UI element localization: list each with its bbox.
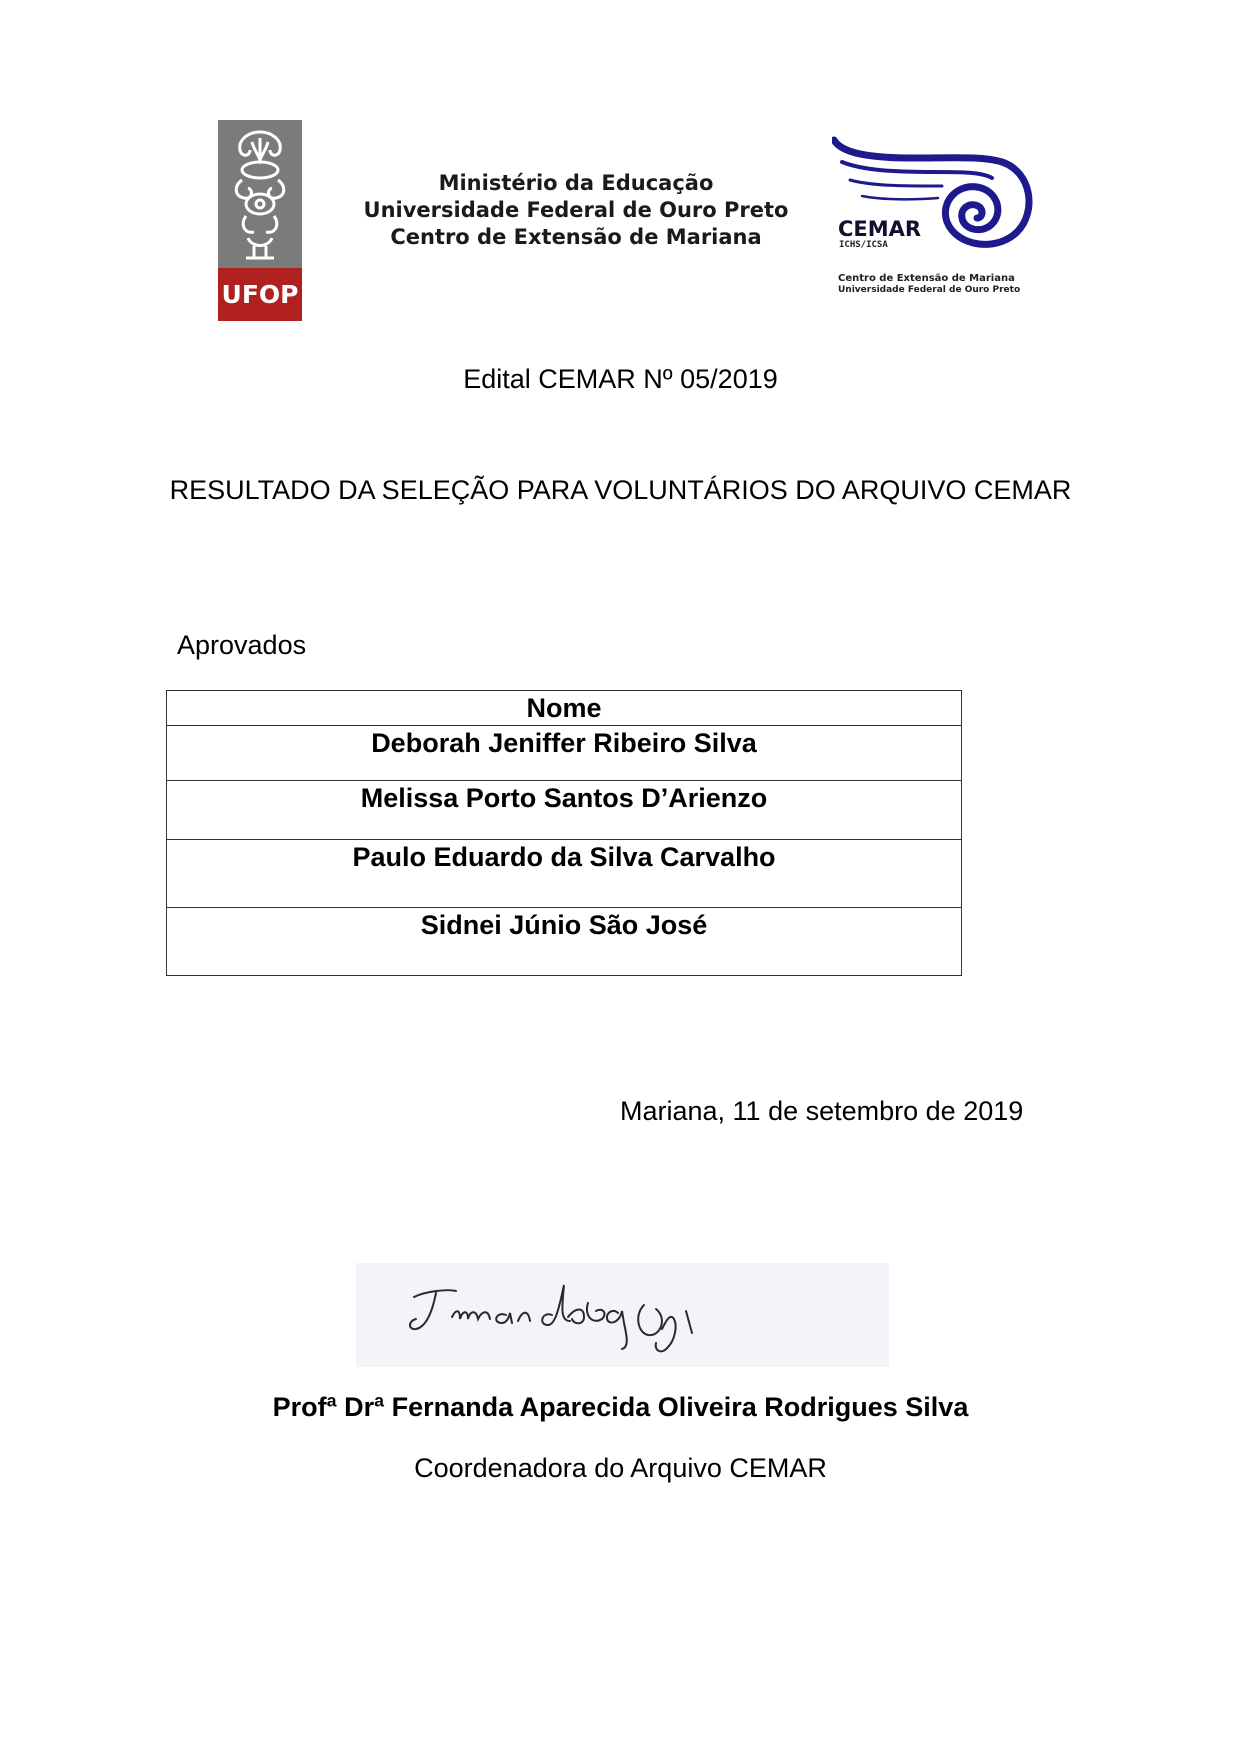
edital-number: Edital CEMAR Nº 05/2019	[463, 364, 778, 394]
date-line: Mariana, 11 de setembro de 2019	[620, 1096, 1024, 1126]
signer-role: Coordenadora do Arquivo CEMAR	[414, 1453, 827, 1483]
table-row	[167, 726, 962, 781]
approved-name: Melissa Porto Santos D’Arienzo	[167, 781, 962, 840]
table-row	[167, 840, 962, 908]
header-center: Centro de Extensão de Mariana	[390, 225, 762, 249]
table-row	[167, 908, 962, 976]
cemar-logo-footer-2: Universidade Federal de Ouro Preto	[838, 285, 1021, 295]
column-header-name: Nome	[167, 691, 962, 726]
signature-image	[356, 1263, 889, 1367]
ufop-logo-text: UFOP	[218, 268, 302, 321]
approved-label: Aprovados	[177, 630, 307, 660]
approved-name: Deborah Jeniffer Ribeiro Silva	[167, 726, 962, 781]
approved-name: Sidnei Júnio São José	[167, 908, 962, 976]
table-header-row	[167, 691, 962, 726]
table-row	[167, 781, 962, 840]
document-title: RESULTADO DA SELEÇÃO PARA VOLUNTÁRIOS DO ARQUIVO CEMAR	[169, 475, 1072, 505]
cemar-logo-sub: ICHS/ICSA	[839, 240, 888, 250]
cemar-logo-name: CEMAR	[838, 217, 922, 241]
approved-name: Paulo Eduardo da Silva Carvalho	[167, 840, 962, 908]
cemar-logo-footer-1: Centro de Extensão de Mariana	[838, 273, 1015, 284]
header-ministry: Ministério da Educação	[438, 171, 714, 195]
approved-table	[166, 690, 962, 976]
cemar-logo	[832, 132, 1042, 302]
ufop-logo	[218, 120, 302, 321]
ufop-emblem	[218, 120, 302, 268]
header-university: Universidade Federal de Ouro Preto	[363, 198, 789, 222]
cemar-spiral-icon	[832, 132, 1042, 272]
signer-name: Profª Drª Fernanda Aparecida Oliveira Rodrigues Silva	[272, 1392, 969, 1422]
